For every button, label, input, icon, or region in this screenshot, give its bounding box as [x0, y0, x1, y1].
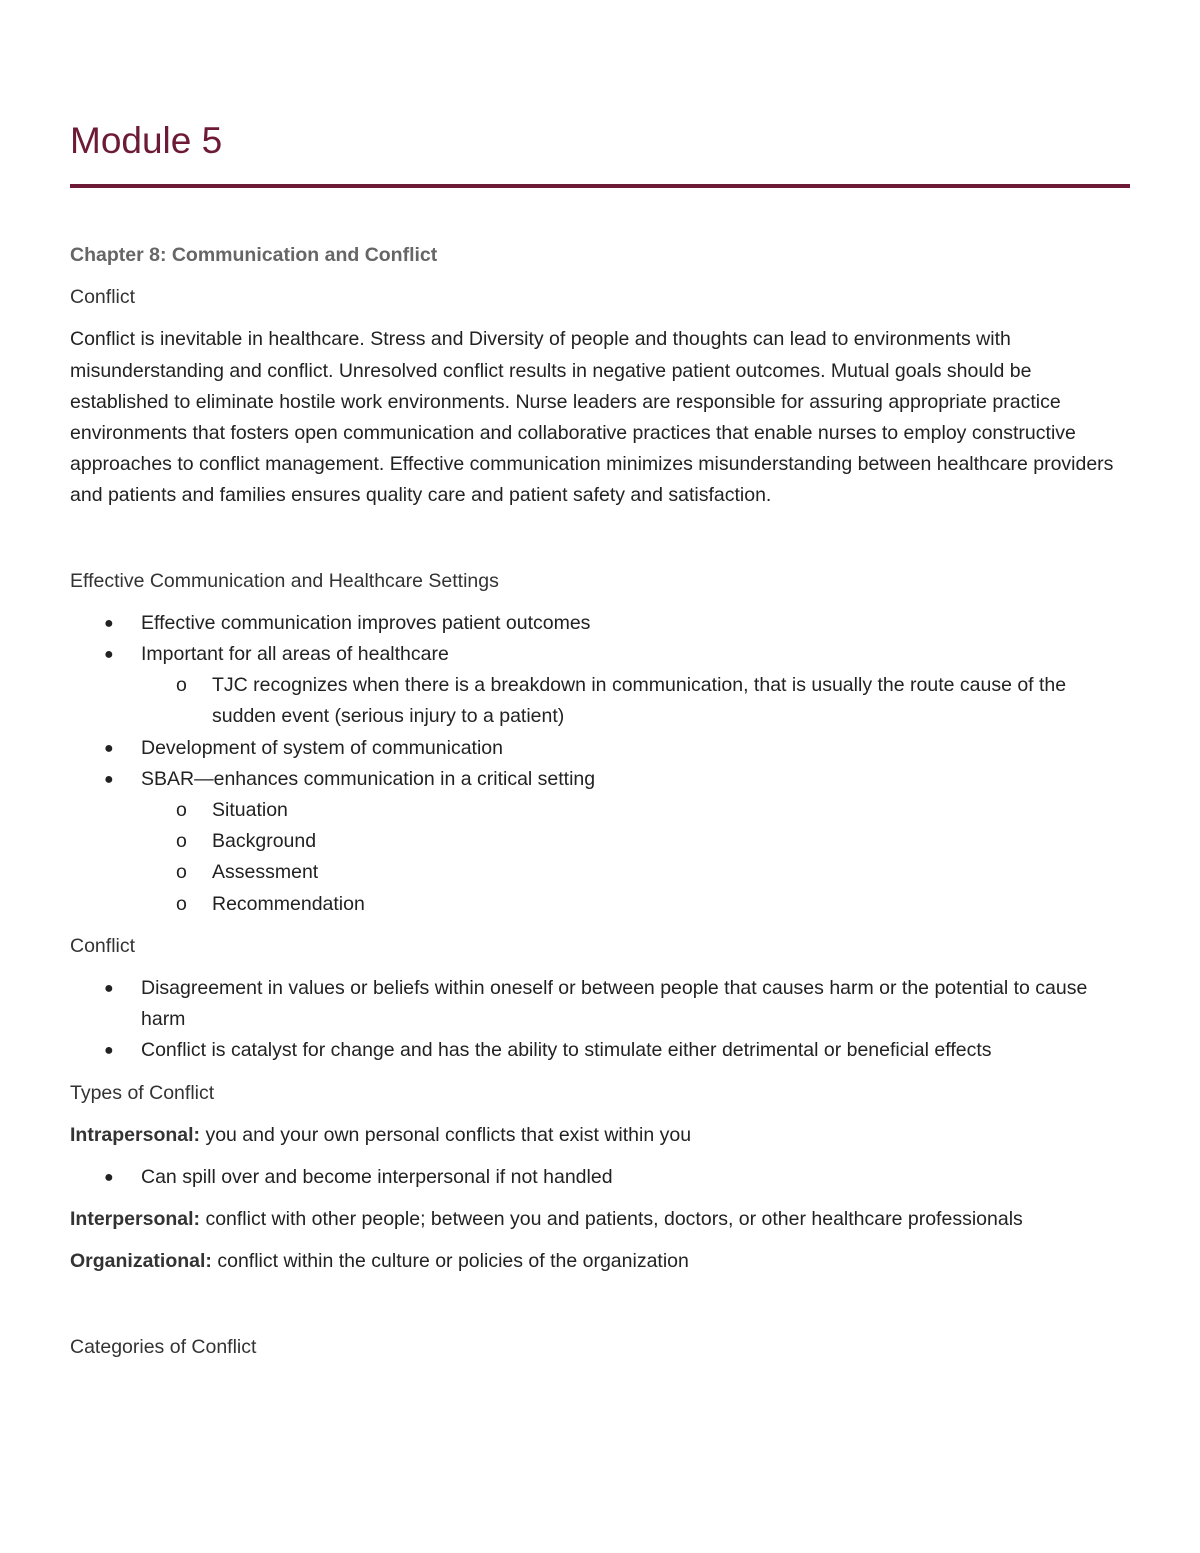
section-heading-conflict: Conflict — [70, 286, 136, 309]
sub-list-item-text: Assessment — [212, 861, 319, 884]
sub-list-item — [70, 670, 1125, 732]
sub-list-item — [70, 857, 1125, 888]
list-item-text: Conflict is catalyst for change and has the ability to stimulate either detrimental or beneficial effects — [141, 1039, 992, 1062]
bullet-icon: ● — [104, 1169, 114, 1187]
bullet-icon: ● — [104, 770, 114, 788]
list-item — [70, 639, 1125, 733]
list-item — [70, 764, 1125, 920]
term-text: conflict within the culture or policies of the organization — [211, 1250, 689, 1273]
title-underline-rule — [70, 184, 1130, 188]
interpersonal-definition — [70, 1204, 1125, 1235]
term-label: Interpersonal: — [70, 1208, 201, 1231]
sub-list — [141, 670, 1125, 732]
sub-list-item — [70, 889, 1125, 920]
list-item-text: Development of system of communication — [141, 736, 503, 759]
conflict-list — [70, 973, 1125, 1067]
list-item-text: Can spill over and become interpersonal if not handled — [141, 1166, 613, 1189]
sub-list-item — [70, 826, 1125, 857]
list-item-text: Effective communication improves patient outcomes — [141, 611, 591, 634]
intrapersonal-definition — [70, 1120, 1125, 1151]
document-content — [70, 240, 1125, 1374]
list-item — [70, 733, 1125, 764]
term-text: conflict with other people; between you and patients, doctors, or other healthcare professionals — [200, 1208, 1023, 1231]
bullet-icon: ● — [104, 614, 114, 632]
chapter-heading: Chapter 8: Communication and Conflict — [70, 244, 438, 266]
hollow-bullet-icon: o — [176, 830, 187, 853]
intrapersonal-list — [70, 1162, 1125, 1193]
section-heading-categories-of-conflict: Categories of Conflict — [70, 1335, 257, 1358]
spacer — [70, 523, 1125, 566]
page-title: Module 5 — [70, 120, 223, 161]
hollow-bullet-icon: o — [176, 674, 187, 697]
list-item — [70, 608, 1125, 639]
intro-paragraph: Conflict is inevitable in healthcare. Stress and Diversity of people and thoughts can lead to environments with misunderstanding and conflict. Unresolved conflict results in negative patient outcomes. Mutual goals should be established to eliminate hostile work environments. Nurse leaders are responsible for assuring appropriate practice environments that fosters open communication and collaborative practices that enable nurses to employ constructive approaches to conflict management. Effective communication minimizes misunderstanding between healthcare providers and patients and families ensures quality care and patient safety and satisfaction. — [70, 328, 1114, 507]
term-text: you and your own personal conflicts that exist within you — [200, 1123, 692, 1146]
spacer — [70, 1289, 1125, 1332]
list-item-text: Disagreement in values or beliefs within oneself or between people that causes harm or the potential to cause harm — [141, 977, 1088, 1031]
bullet-icon: ● — [104, 980, 114, 998]
sub-list-item-text: Recommendation — [212, 892, 365, 915]
section-heading-effective-communication: Effective Communication and Healthcare Settings — [70, 569, 499, 592]
sbar-sub-list — [141, 795, 1125, 920]
list-item-text: Important for all areas of healthcare — [141, 643, 449, 666]
hollow-bullet-icon: o — [176, 892, 187, 915]
organizational-definition — [70, 1246, 1125, 1277]
hollow-bullet-icon: o — [176, 799, 187, 822]
sub-list-item-text: Background — [212, 830, 317, 853]
list-item — [70, 1035, 1125, 1066]
bullet-icon: ● — [104, 646, 114, 664]
sub-list-item-text: Situation — [212, 799, 288, 822]
effective-communication-list — [70, 608, 1125, 920]
hollow-bullet-icon: o — [176, 861, 187, 884]
section-heading-conflict-definition: Conflict — [70, 934, 136, 957]
bullet-icon: ● — [104, 1042, 114, 1060]
list-item — [70, 1162, 1125, 1193]
section-heading-types-of-conflict: Types of Conflict — [70, 1081, 215, 1104]
term-label: Intrapersonal: — [70, 1123, 201, 1146]
list-item — [70, 973, 1125, 1035]
bullet-icon: ● — [104, 739, 114, 757]
list-item-text: SBAR—enhances communication in a critical setting — [141, 767, 596, 790]
sub-list-item — [70, 795, 1125, 826]
term-label: Organizational: — [70, 1250, 212, 1273]
sub-list-item-text: TJC recognizes when there is a breakdown in communication, that is usually the route cause of the sudden event (serious injury to a patient) — [212, 674, 1067, 728]
